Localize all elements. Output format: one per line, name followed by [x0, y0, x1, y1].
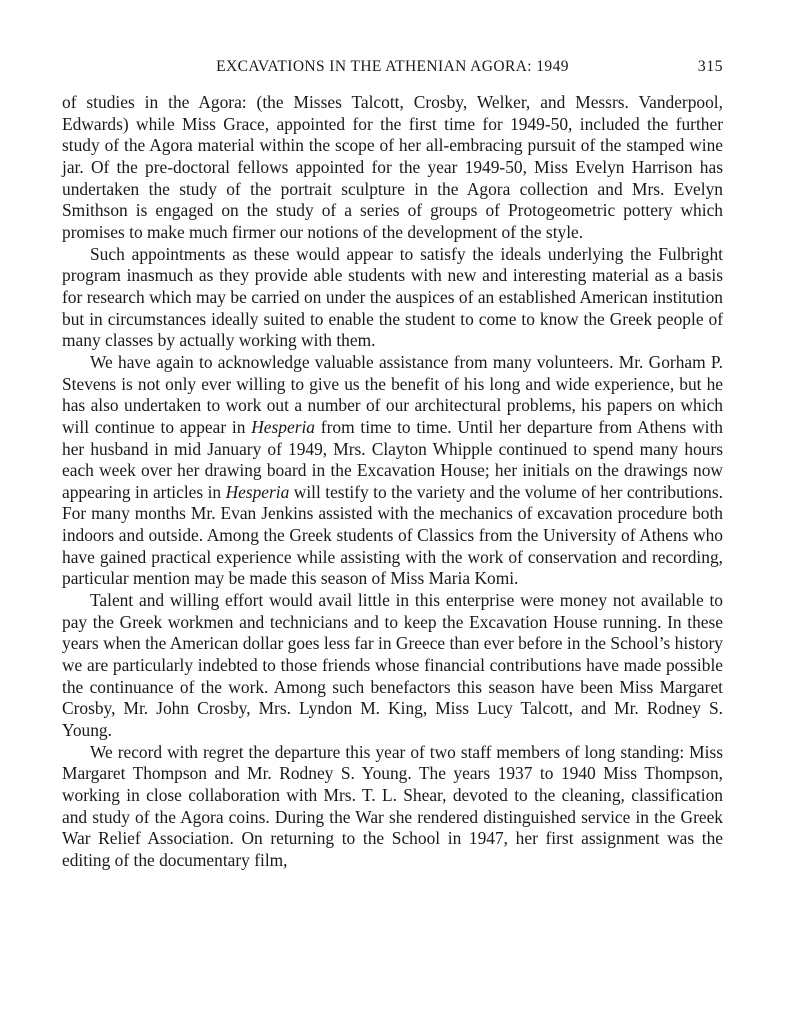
paragraph-text: We have again to acknowledge valuable assistance from many volunteers. Mr. Gorham P. Stevens is not only ever willing to give us the benefit of his long and wide experience, but he has also undertaken to work out a number of our architectural problems, his papers on which will continue to appear in — [62, 351, 723, 437]
document-page — [62, 58, 723, 872]
paragraph-4 — [62, 590, 723, 742]
journal-title-italic: Hesperia — [225, 481, 290, 502]
paragraph-text: of studies in the Agora: (the Misses Talcott, Crosby, Welker, and Messrs. Vanderpool, Edwards) while Miss Grace, appointed for the first time for 1949-50, included the further study of the Agora material within the scope of her all-embracing pursuit of the stamped wine jar. Of the pre-doctoral fellows appointed for the year 1949-50, Miss Evelyn Harrison has undertaken the study of the portrait sculpture in the Agora collection and Mrs. Evelyn Smithson is engaged on the study of a series of groups of Protogeometric pottery which promises to make much firmer our notions of the development of the style. — [62, 92, 723, 242]
running-header — [62, 58, 723, 80]
paragraph-3 — [62, 352, 723, 590]
running-title: EXCAVATIONS IN THE ATHENIAN AGORA: 1949 — [216, 58, 569, 75]
paragraph-text: Such appointments as these would appear to satisfy the ideals underlying the Fulbright program inasmuch as they provide able students with new and interesting material as a basis for research which may be carried on under the auspices of an established American institution but in circumstances ideally suited to enable the student to come to know the Greek people of many classes by actually working with them. — [62, 243, 723, 351]
paragraph-text: from time to time. Until her departure from Athens with her husband in mid January of 1949, Mrs. Clayton Whipple continued to spend many hours each week over her drawing board in the Excavation House; her initials on the drawings now appearing in articles in — [62, 416, 723, 502]
body-text — [62, 92, 723, 872]
page-number: 315 — [697, 58, 723, 75]
journal-title-italic: Hesperia — [251, 416, 316, 437]
paragraph-text: will testify to the variety and the volume of her contributions. For many months Mr. Evan Jenkins assisted with the mechanics of excavation procedure both indoors and outside. Among the Greek students of Classics from the University of Athens who have gained practical experience while assisting with the work of conservation and recording, particular mention may be made this season of Miss Maria Komi. — [62, 481, 723, 589]
paragraph-text: We record with regret the departure this year of two staff members of long standing: Miss Margaret Thompson and Mr. Rodney S. Young. The years 1937 to 1940 Miss Thompson, working in close collaboration with Mrs. T. L. Shear, devoted to the cleaning, classification and study of the Agora coins. During the War she rendered distinguished service in the Greek War Relief Association. On returning to the School in 1947, her first assignment was the editing of the documentary film, — [62, 741, 723, 870]
paragraph-5 — [62, 742, 723, 872]
paragraph-1 — [62, 92, 723, 244]
paragraph-2 — [62, 244, 723, 352]
paragraph-text: Talent and willing effort would avail little in this enterprise were money not available to pay the Greek workmen and technicians and to keep the Excavation House running. In these years when the American dollar goes less far in Greece than ever before in the School’s history we are particularly indebted to those friends whose financial contributions have made possible the continuance of the work. Among such benefactors this season have been Miss Margaret Crosby, Mr. John Crosby, Mrs. Lyndon M. King, Miss Lucy Talcott, and Mr. Rodney S. Young. — [62, 590, 723, 741]
